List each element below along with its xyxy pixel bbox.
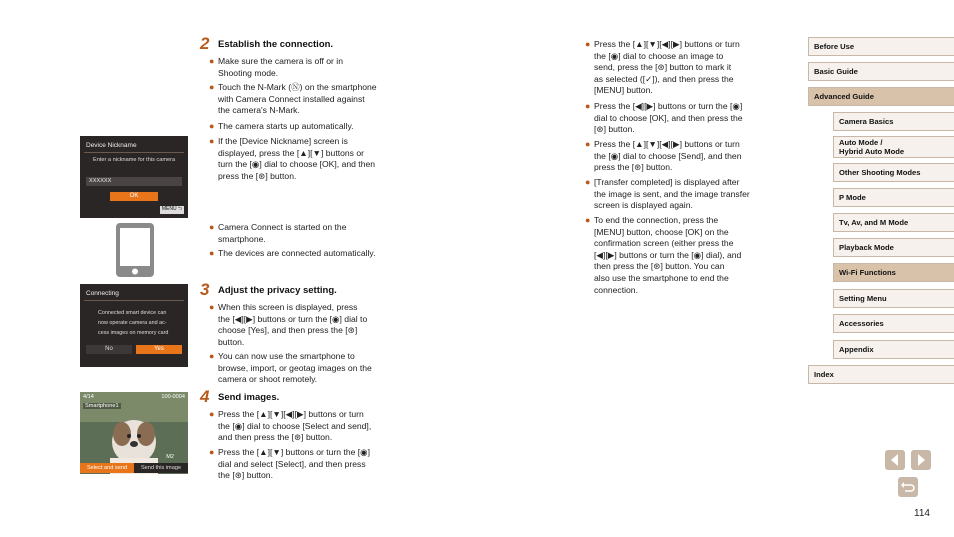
bullet-icon: ● xyxy=(209,351,215,361)
bullet-icon: ● xyxy=(209,409,215,419)
arrow-left-icon xyxy=(885,450,905,470)
previous-page-button[interactable] xyxy=(885,450,905,470)
image-counter: 4/14 xyxy=(83,394,94,400)
step2-bullet-4: ● If the [Device Nickname] screen is displayed, press the [▲][▼] buttons or turn the [◉] dial to choose [OK], and then press the [⊛] button. xyxy=(209,136,376,181)
return-icon xyxy=(898,477,918,497)
nav-camera-basics[interactable]: Camera Basics xyxy=(833,112,954,131)
device-nickname-screen xyxy=(80,136,188,218)
bullet-icon: ● xyxy=(209,302,215,312)
nav-p-mode[interactable]: P Mode xyxy=(833,188,954,207)
step3-bullet-2: ● You can now use the smartphone to browse, import, or geotag images on the camera or shoot remotely. xyxy=(209,351,372,385)
nickname-value: XXXXXX xyxy=(89,178,112,184)
right-bullet-2: ● Press the [◀][▶] buttons or turn the [◉] dial to choose [OK], and then press the [⊛] button. xyxy=(585,101,743,135)
bullet-icon: ● xyxy=(209,248,215,258)
step2-bullet-6: ● The devices are connected automatically. xyxy=(209,248,376,258)
bullet-icon: ● xyxy=(209,222,215,232)
bullet-icon: ● xyxy=(585,215,591,225)
bullet-icon: ● xyxy=(585,177,591,187)
right-bullet-3: ● Press the [▲][▼][◀][▶] buttons or turn the [◉] dial to choose [Send], and then press the [⊛] button. xyxy=(585,139,742,173)
step-4-number: 4 xyxy=(200,387,210,406)
nav-index[interactable]: Index xyxy=(808,365,954,384)
arrow-right-icon xyxy=(911,450,931,470)
screen-title: Connecting xyxy=(86,290,119,297)
menu-back-hint: MENU ⮌ xyxy=(161,206,182,212)
connecting-screen xyxy=(80,284,188,367)
nav-auto-mode[interactable]: Auto Mode / Hybrid Auto Mode xyxy=(833,136,954,158)
bullet-icon: ● xyxy=(209,121,215,131)
nav-advanced-guide[interactable]: Advanced Guide xyxy=(808,87,954,106)
step-3-title: Adjust the privacy setting. xyxy=(218,285,337,296)
step3-bullet-1: ● When this screen is displayed, press the [◀][▶] buttons or turn the [◉] dial to choose [Yes], and then press the [⊛] button. xyxy=(209,302,368,347)
image-send-screen xyxy=(80,392,188,474)
nav-other-shooting-modes[interactable]: Other Shooting Modes xyxy=(833,163,954,182)
nav-accessories[interactable]: Accessories xyxy=(833,314,954,333)
step-2-number: 2 xyxy=(200,34,210,53)
nickname-prompt: Enter a nickname for this camera xyxy=(93,157,176,163)
bullet-icon: ● xyxy=(209,447,215,457)
folder-number: 100-0004 xyxy=(161,394,185,400)
select-and-send-button[interactable]: Select and send xyxy=(80,463,134,473)
nickname-field[interactable] xyxy=(86,177,182,186)
nav-basic-guide[interactable]: Basic Guide xyxy=(808,62,954,81)
step4-bullet-2: ● Press the [▲][▼] buttons or turn the [◉] dial and select [Select], and then press the [⊛] button. xyxy=(209,447,371,481)
connect-message-1: Connected smart device can xyxy=(98,310,167,316)
image-size: M2 xyxy=(166,454,174,460)
bullet-icon: ● xyxy=(585,101,591,111)
nav-before-use[interactable]: Before Use xyxy=(808,37,954,56)
bullet-icon: ● xyxy=(209,136,215,146)
bullet-icon: ● xyxy=(585,39,591,49)
send-this-image-button[interactable]: Send this image xyxy=(134,463,188,473)
no-button[interactable]: No xyxy=(86,345,132,354)
nav-playback-mode[interactable]: Playback Mode xyxy=(833,238,954,257)
nav-tv-av-m-mode[interactable]: Tv, Av, and M Mode xyxy=(833,213,954,232)
connect-message-2: now operate camera and ac- xyxy=(98,320,167,326)
connect-message-3: cess images on memory card xyxy=(98,330,169,336)
next-page-button[interactable] xyxy=(911,450,931,470)
step-4-title: Send images. xyxy=(218,392,280,403)
step2-bullet-2: ● Touch the N-Mark (Ⓝ) on the smartphone with Camera Connect installed against the camera's N-Mark. xyxy=(209,82,377,116)
nav-setting-menu[interactable]: Setting Menu xyxy=(833,289,954,308)
step-3-number: 3 xyxy=(200,280,210,299)
step-2-title: Establish the connection. xyxy=(218,39,334,50)
right-bullet-1: ● Press the [▲][▼][◀][▶] buttons or turn the [◉] dial to choose an image to send, press the [⊛] button to mark it as selected ([✓]), and then press the [MENU] button. xyxy=(585,39,740,96)
nav-wifi-functions[interactable]: Wi-Fi Functions xyxy=(833,263,954,282)
step2-bullet-3: ● The camera starts up automatically. xyxy=(209,121,354,131)
step2-bullet-1: ● Make sure the camera is off or in Shooting mode. xyxy=(209,56,343,78)
bullet-icon: ● xyxy=(209,82,215,92)
nav-appendix[interactable]: Appendix xyxy=(833,340,954,359)
step2-bullet-5: ● Camera Connect is started on the smartphone. xyxy=(209,222,347,244)
yes-button[interactable]: Yes xyxy=(136,345,182,354)
smartphone-icon xyxy=(115,222,155,278)
bullet-icon: ● xyxy=(209,56,215,66)
return-button[interactable] xyxy=(898,477,918,497)
page-number: 114 xyxy=(914,508,930,519)
right-bullet-5: ● To end the connection, press the [MENU] button, choose [OK] on the confirmation screen (either press the [◀][▶] buttons or turn the [◉] dial), and then press the [⊛] button. You can also use the smartphone to end the connection. xyxy=(585,215,742,295)
bullet-icon: ● xyxy=(585,139,591,149)
step4-bullet-1: ● Press the [▲][▼][◀][▶] buttons or turn the [◉] dial to choose [Select and send], and then press the [⊛] button. xyxy=(209,409,372,443)
screen-title: Device Nickname xyxy=(86,142,137,149)
right-bullet-4: ● [Transfer completed] is displayed after the image is sent, and the image transfer screen is displayed again. xyxy=(585,177,750,211)
device-name: Smartphone1 xyxy=(85,403,119,409)
ok-button[interactable]: OK xyxy=(110,192,158,201)
